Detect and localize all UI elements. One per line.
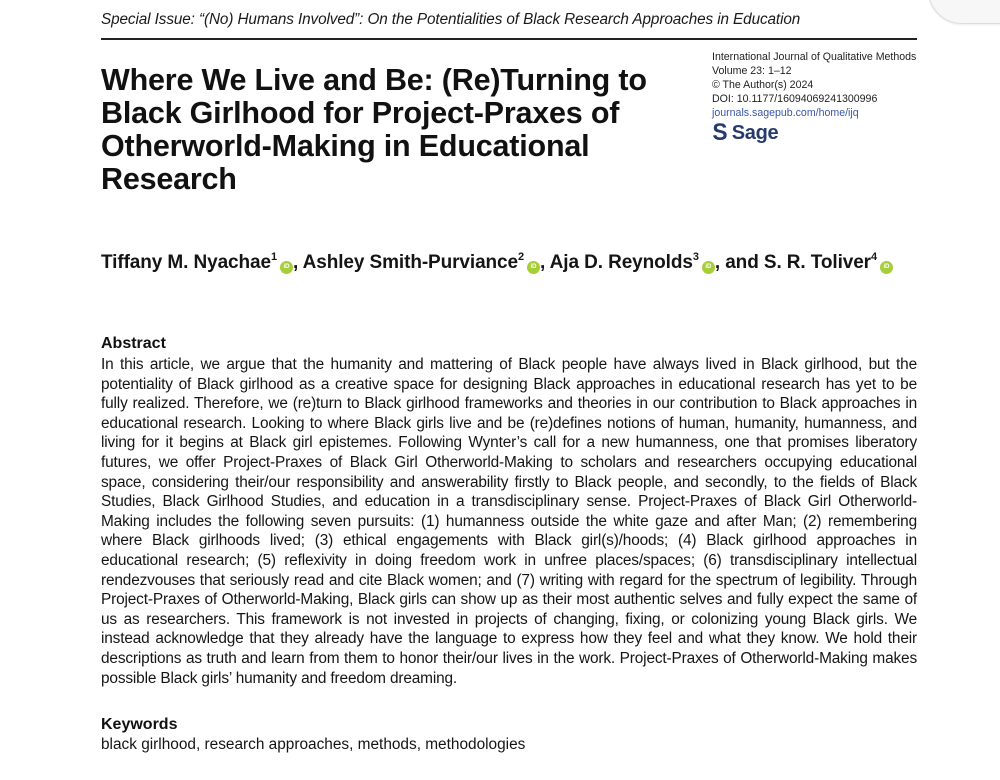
header-divider xyxy=(101,38,917,40)
author-name: Aja D. Reynolds xyxy=(549,252,693,273)
author-name: Tiffany M. Nyachae xyxy=(101,252,271,273)
author xyxy=(101,252,293,273)
orcid-icon[interactable]: iD xyxy=(702,261,715,274)
sage-s-icon: S xyxy=(712,119,728,146)
abstract-heading: Abstract xyxy=(101,335,166,352)
abstract-text: In this article, we argue that the humanity and mattering of Black people have always lived in Black girlhood, but the potentiality of Black girlhood as a creative space for designing Black approaches in educational research has yet to be fully realized. Therefore, we (re)turn to Black girlhood frameworks and theories in our contribution to Black approaches in educational research. Looking to where Black girls live and be (re)defines notions of human, humanity, humanness, and living for it begins at Black girl epistemes. Following Wynter’s call for a new humanness, one that promises liberatory futures, we offer Project-Praxes of Black Girl Otherworld-Making to scholars and researchers occupying educational space, considering their/our responsibility and answerability firstly to Black people, and secondly, to the fields of Black Studies, Black Girlhood Studies, and education in a transdisciplinary sense. Project-Praxes of Black Girl Otherworld-Making includes the following seven pursuits: (1) humanness outside the white gaze and after Man; (2) remembering where Black girlhoods lived; (3) ethical engagements with Black girl(s)/hoods; (4) Black girlhood approaches in educational research; (5) reflexivity in doing freedom work in unfree places/spaces; (6) transdisciplinary intellectual rendezvouses that seriously read and cite Black women; and (7) writing with regard for the spectrum of legibility. Through Project-Praxes of Otherworld-Making, Black girls can show up as their most authentic selves and fully expect the same of us as researchers. This framework is not invested in projects of changing, fixing, or colonizing young Black girls. We instead acknowledge that they already have the language to express how they feel and what they know. We hold their descriptions as truth and learn from them to honor their/our lives in the work. Project-Praxes of Otherworld-Making makes possible Black girls’ humanity and freedom dreaming. xyxy=(101,356,917,687)
author-name: S. R. Toliver xyxy=(763,252,871,273)
orcid-icon[interactable]: iD xyxy=(527,261,540,274)
affiliation-marker: 4 xyxy=(870,251,878,263)
article-title: Where We Live and Be: (Re)Turning to Black Girlhood for Project-Praxes of Otherworld-Making in Educational Research xyxy=(101,63,647,196)
sage-logo xyxy=(712,121,778,145)
affiliation-marker: 1 xyxy=(270,251,277,263)
author xyxy=(764,252,893,273)
author xyxy=(303,252,540,273)
author xyxy=(550,252,715,273)
author-separator: , xyxy=(293,252,303,273)
affiliation-marker: 2 xyxy=(517,251,525,263)
keywords-heading: Keywords xyxy=(101,716,178,733)
journal-doi[interactable]: DOI: 10.1177/16094069241300996 xyxy=(712,93,878,105)
journal-volume: Volume 23: 1–12 xyxy=(712,65,792,77)
author-list xyxy=(101,252,893,274)
affiliation-marker: 3 xyxy=(692,251,699,263)
sage-wordmark: Sage xyxy=(731,121,779,144)
page-corner-tab xyxy=(928,0,1000,24)
author-separator: , xyxy=(540,252,550,273)
journal-url-link[interactable]: journals.sagepub.com/home/ijq xyxy=(712,107,859,119)
author-separator: , and xyxy=(714,252,764,273)
journal-name: International Journal of Qualitative Methods xyxy=(712,51,917,63)
journal-copyright: © The Author(s) 2024 xyxy=(712,79,814,91)
author-name: Ashley Smith-Purviance xyxy=(302,252,518,273)
orcid-icon[interactable]: iD xyxy=(280,261,293,274)
orcid-icon[interactable]: iD xyxy=(880,261,893,274)
keywords-list: black girlhood, research approaches, methods, methodologies xyxy=(101,736,526,753)
special-issue-banner: Special Issue: “(No) Humans Involved”: On the Potentialities of Black Research Approaches in Education xyxy=(101,11,801,28)
journal-metadata xyxy=(712,50,916,120)
